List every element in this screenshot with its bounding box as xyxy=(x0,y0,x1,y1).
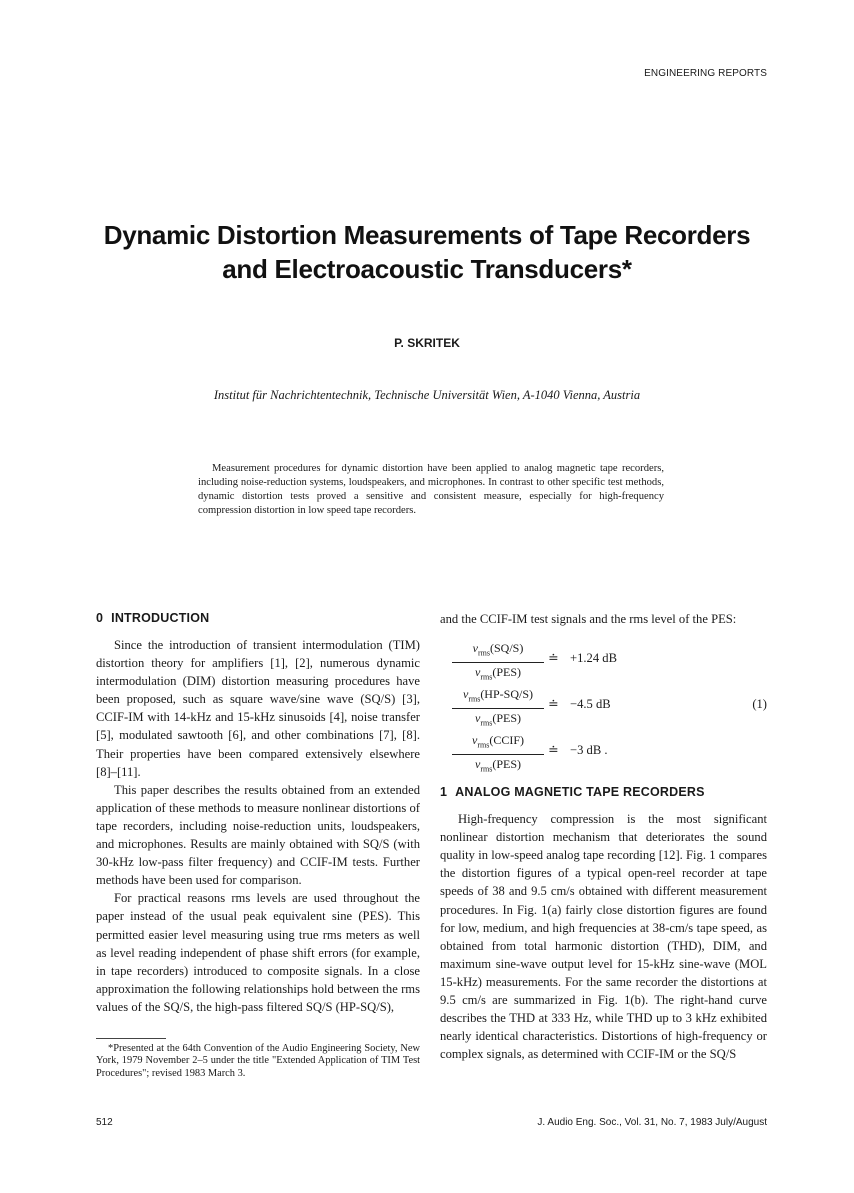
section-number: 1 xyxy=(440,785,448,800)
paper-title xyxy=(0,218,854,286)
abstract: Measurement procedures for dynamic distortion have been applied to analog magnetic tape recorders, including noise-reduction systems, loudspeakers, and microphones. In contrast to other specific test methods, dynamic distortion tests proved a sensitive and consistent measure, especially for high-frequency compression distortion in low speed tape recorders. xyxy=(198,463,664,516)
equation-row xyxy=(440,640,767,682)
section-title: ANALOG MAGNETIC TAPE RECORDERS xyxy=(455,785,705,800)
equation-number: (1) xyxy=(752,697,767,712)
fraction-numerator: $v_{rms}(HP-SQ/S)$ xyxy=(452,686,544,709)
running-header: ENGINEERING REPORTS xyxy=(644,68,767,79)
page-number: 512 xyxy=(96,1117,113,1128)
intro-paragraph-1: Since the introduction of transient intermodulation (TIM) distortion theory for amplifiers [1], [2], numerous dynamic intermodulation (DIM) distortion measuring procedures have been proposed, such as square wave/sine wave (SQ/S) [3], CCIF-IM with 14-kHz and 15-kHz sinusoids [4], noise transfer [5], modulated sawtooth [6], and other combinations [7], [8]. Their properties have been compared extensively elsewhere [8]–[11]. xyxy=(96,638,420,779)
section-heading-analog-tape-recorders xyxy=(440,784,767,800)
fraction-denominator: $v_{rms}(PES)$ xyxy=(475,757,521,774)
fraction-numerator: $v_{rms}(SQ/S)$ xyxy=(452,640,544,663)
title-line-2: and Electroacoustic Transducers* xyxy=(222,254,632,284)
intro-paragraph-3: For practical reasons rms levels are used throughout the paper instead of the usual peak equivalent sine (PES). This permitted easier level measuring using true rms meters as well as level reading independent of phase shift errors (for example, in tape recorders) introduced to composite signals. In a close approximation the following relationships hold between the rms values of the SQ/S, the high-pass filtered SQ/S (HP-SQ/S), xyxy=(96,891,420,1014)
title-line-1: Dynamic Distortion Measurements of Tape Recorders xyxy=(103,220,751,250)
equation-fraction xyxy=(452,732,544,778)
right-column xyxy=(440,610,767,1063)
equation-value: −4.5 dB xyxy=(570,697,611,712)
equation-fraction xyxy=(452,640,544,686)
equation-value: −3 dB . xyxy=(570,743,608,758)
approx-equals-symbol: ≐ xyxy=(548,651,559,666)
section-number: 0 xyxy=(96,611,104,625)
equation-fraction xyxy=(452,686,544,732)
author-name: P. SKRITEK xyxy=(394,336,460,350)
fraction-numerator: $v_{rms}(CCIF)$ xyxy=(452,732,544,755)
section-heading-introduction xyxy=(96,610,420,626)
fraction-denominator: $v_{rms}(PES)$ xyxy=(475,711,521,728)
section-title: INTRODUCTION xyxy=(111,611,210,625)
intro-paragraph-2: This paper describes the results obtained from an extended application of these methods to measure nonlinear distortions of tape recorders, including noise-reduction units, loudspeakers, and microphones. Results are mainly obtained with SQ/S (with 30-kHz low-pass filter frequency) and CCIF-IM tests. Further methods have been used for comparison. xyxy=(96,782,420,888)
equation-value: +1.24 dB xyxy=(570,651,617,666)
approx-equals-symbol: ≐ xyxy=(548,743,559,758)
left-column xyxy=(96,610,420,1080)
fraction-denominator: $v_{rms}(PES)$ xyxy=(475,665,521,682)
analog-paragraph-1: High-frequency compression is the most significant nonlinear distortion mechanism that deteriorates the sound quality in low-speed analog tape recording [12]. Fig. 1 compares the distortion figures of a typical open-reel recorder at tape speeds of 38 and 9.5 cm/s obtained with different measurement procedures. In Fig. 1(a) fairly close distortion figures are found for low, medium, and high frequencies at 38-cm/s tape speed, as obtained from total harmonic distortion (THD), DIM, and maximum sine-wave output level for 15-kHz sine-wave (MOL 15-kHz) measurements. For the same recorder the distortions at 9.5 cm/s are summarized in Fig. 1(b). The right-hand curve describes the THD at 333 Hz, while THD up to 3 kHz exhibited nearly identical characteristics. Distortions of high-frequency or complex signals, as determined with CCIF-IM or the SQ/S xyxy=(440,812,767,1062)
equation-block xyxy=(440,640,767,774)
equation-row xyxy=(440,732,767,774)
approx-equals-symbol: ≐ xyxy=(548,697,559,712)
footnote: *Presented at the 64th Convention of the Audio Engineering Society, New York, 1979 November 2–5 under the title "Extended Application of TIM Test Procedures"; revised 1983 March 3. xyxy=(96,1042,420,1079)
intro-paragraph-continued: and the CCIF-IM test signals and the rms level of the PES: xyxy=(440,612,737,626)
footnote-rule xyxy=(96,1038,166,1039)
journal-citation: J. Audio Eng. Soc., Vol. 31, No. 7, 1983 July/August xyxy=(537,1117,767,1128)
author-affiliation: Institut für Nachrichtentechnik, Technische Universität Wien, A-1040 Vienna, Austria xyxy=(213,388,641,402)
equation-row xyxy=(440,686,767,728)
